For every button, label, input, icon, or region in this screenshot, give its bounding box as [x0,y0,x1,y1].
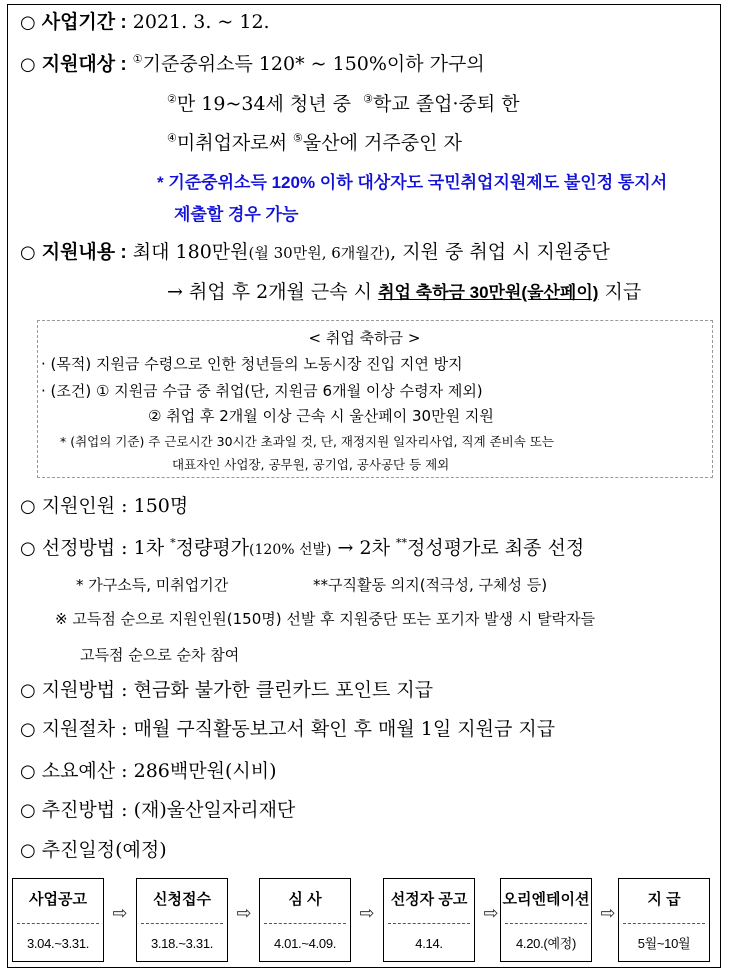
target-note-1: * 기준중위소득 120% 이하 대상자도 국민취업지원제도 불인정 통지서 [157,173,668,192]
selection-star-2: ** [396,536,407,550]
step-divider [17,923,99,924]
bullet-circle: ○ [20,800,36,821]
target-row-2 [167,92,520,116]
selection-reference-1: ※ 고득점 순으로 지원인원(150명) 선발 후 지원중단 또는 포기자 발생 시 탈락자들 [55,610,596,628]
method-value: 현금화 불가한 클린카드 포인트 지급 [133,679,434,701]
selection-label: 선정방법 : [41,537,128,559]
method-row [20,678,433,703]
selection-note-2: **구직활동 의지(적극성, 구체성 등) [313,576,548,594]
step-divider [141,923,223,924]
target-mark-5: ⑤ [293,131,303,145]
step-title: 지 급 [647,891,681,908]
selection-reference-2: 고득점 순으로 순차 참여 [80,646,240,664]
arrow-icon: ⇨ [112,903,128,924]
content-line2-a: → 취업 후 2개월 근속 시 [167,281,373,303]
step-title: 심 사 [288,891,322,908]
step-title: 사업공고 [29,891,87,908]
bullet-circle: ○ [20,538,36,559]
procedure-row [20,717,555,742]
selection-quantitative: 정량평가 [175,537,250,559]
target-mark-2: ② [167,92,177,106]
headcount-label: 지원인원 : [41,495,128,517]
bonus-criteria-1: * (취업의 기준) 주 근로시간 30시간 초과일 것, 단, 재정지원 일자리사업, 직계 존비속 또는 [60,434,554,449]
agency-row [20,798,295,823]
step-title: 신청접수 [153,891,211,908]
step-divider [623,923,705,924]
target-text-2: 만 19~34세 청년 중 [176,93,352,115]
target-mark-4: ④ [167,131,177,145]
selection-star-1: * [170,536,176,550]
period-row [20,10,270,35]
bullet-circle: ○ [20,496,36,517]
selection-note-1: * 가구소득, 미취업기간 [76,576,229,594]
schedule-step-orientation [500,878,592,962]
arrow-icon: ⇨ [236,903,252,924]
schedule-step-application [136,878,228,962]
schedule-step-announce [12,878,104,962]
bullet-circle: ○ [20,12,36,33]
content-line1-c: , 지원 중 취업 시 지원중단 [390,241,610,263]
schedule-step-review [259,878,351,962]
selection-second: → 2차 [337,537,390,559]
arrow-icon: ⇨ [483,903,499,924]
bullet-circle: ○ [20,719,36,740]
content-label: 지원내용 : [41,242,127,263]
content-row [20,240,610,265]
budget-row [20,759,277,784]
target-label: 지원대상 : [41,54,127,75]
target-text-3: 학교 졸업·중퇴 한 [373,93,520,115]
step-divider [505,923,587,924]
content-row-2 [167,280,641,305]
schedule-step-selection-notice [383,878,475,962]
schedule-step-payment [618,878,710,962]
procedure-value: 매월 구직활동보고서 확인 후 매월 1일 지원금 지급 [133,718,556,740]
step-date: 4.14. [415,936,443,951]
target-mark-3: ③ [363,92,374,106]
step-date: 4.20.(예정) [516,936,576,951]
step-date: 3.18.~3.31. [150,936,214,951]
content-line1-a: 최대 180만원 [132,241,249,263]
target-mark-1: ① [132,52,143,66]
step-date: 5월~10월 [637,936,691,951]
schedule-row [20,838,167,863]
target-text-1: 기준중위소득 120* ~ 150%이하 가구의 [142,53,485,75]
budget-value: 286백만원(시비) [133,760,277,782]
budget-label: 소요예산 : [41,760,128,782]
content-line2-c: 지급 [604,281,642,303]
procedure-label: 지원절차 : [41,718,128,740]
step-divider [388,923,470,924]
step-divider [264,923,346,924]
bonus-condition-1: · (조건) ① 지원금 수급 중 취업(단, 지원금 6개월 이상 수령자 제외) [41,382,483,400]
bonus-condition-2: ② 취업 후 2개월 이상 근속 시 울산페이 30만원 지원 [148,407,494,425]
selection-quant-note: (120% 선발) [249,542,332,558]
schedule-label: 추진일정(예정) [41,839,167,861]
headcount-row [20,494,188,519]
target-text-4: 미취업자로써 [176,132,287,154]
bullet-circle: ○ [20,54,36,75]
step-title: 오리엔테이션 [502,891,590,908]
period-label: 사업기간 : [41,12,127,33]
bonus-criteria-2: 대표자인 사업장, 공무원, 공기업, 공사공단 등 제외 [172,457,450,472]
step-title: 선정자 공고 [390,891,468,908]
target-text-5: 울산에 거주중인 자 [302,132,462,154]
step-date: 3.04.~3.31. [26,936,90,951]
method-label: 지원방법 : [41,679,128,701]
target-row [20,52,485,77]
target-note-2: 제출할 경우 가능 [174,205,299,224]
step-date: 4.01.~4.09. [273,936,337,951]
arrow-icon: ⇨ [359,903,375,924]
bonus-title: < 취업 축하금 > [308,329,421,347]
bullet-circle: ○ [20,680,36,701]
arrow-icon: ⇨ [600,903,616,924]
bullet-circle: ○ [20,242,36,263]
target-row-3 [167,131,462,155]
bullet-circle: ○ [20,840,36,861]
agency-label: 추진방법 : [41,799,128,821]
selection-first: 1차 [133,537,165,559]
bonus-purpose: · (목적) 지원금 수령으로 인한 청년들의 노동시장 진입 지연 방지 [41,355,463,373]
selection-row [20,536,584,562]
headcount-value: 150명 [133,495,189,517]
bonus-highlight: 취업 축하금 30만원(울산페이) [378,283,599,302]
content-line1-b: (월 30만원, 6개월간) [248,244,391,262]
period-value: 2021. 3. ~ 12. [132,11,270,33]
selection-qualitative: 정성평가로 최종 선정 [407,537,585,559]
bullet-circle: ○ [20,761,36,782]
agency-value: (재)울산일자리재단 [133,799,296,821]
